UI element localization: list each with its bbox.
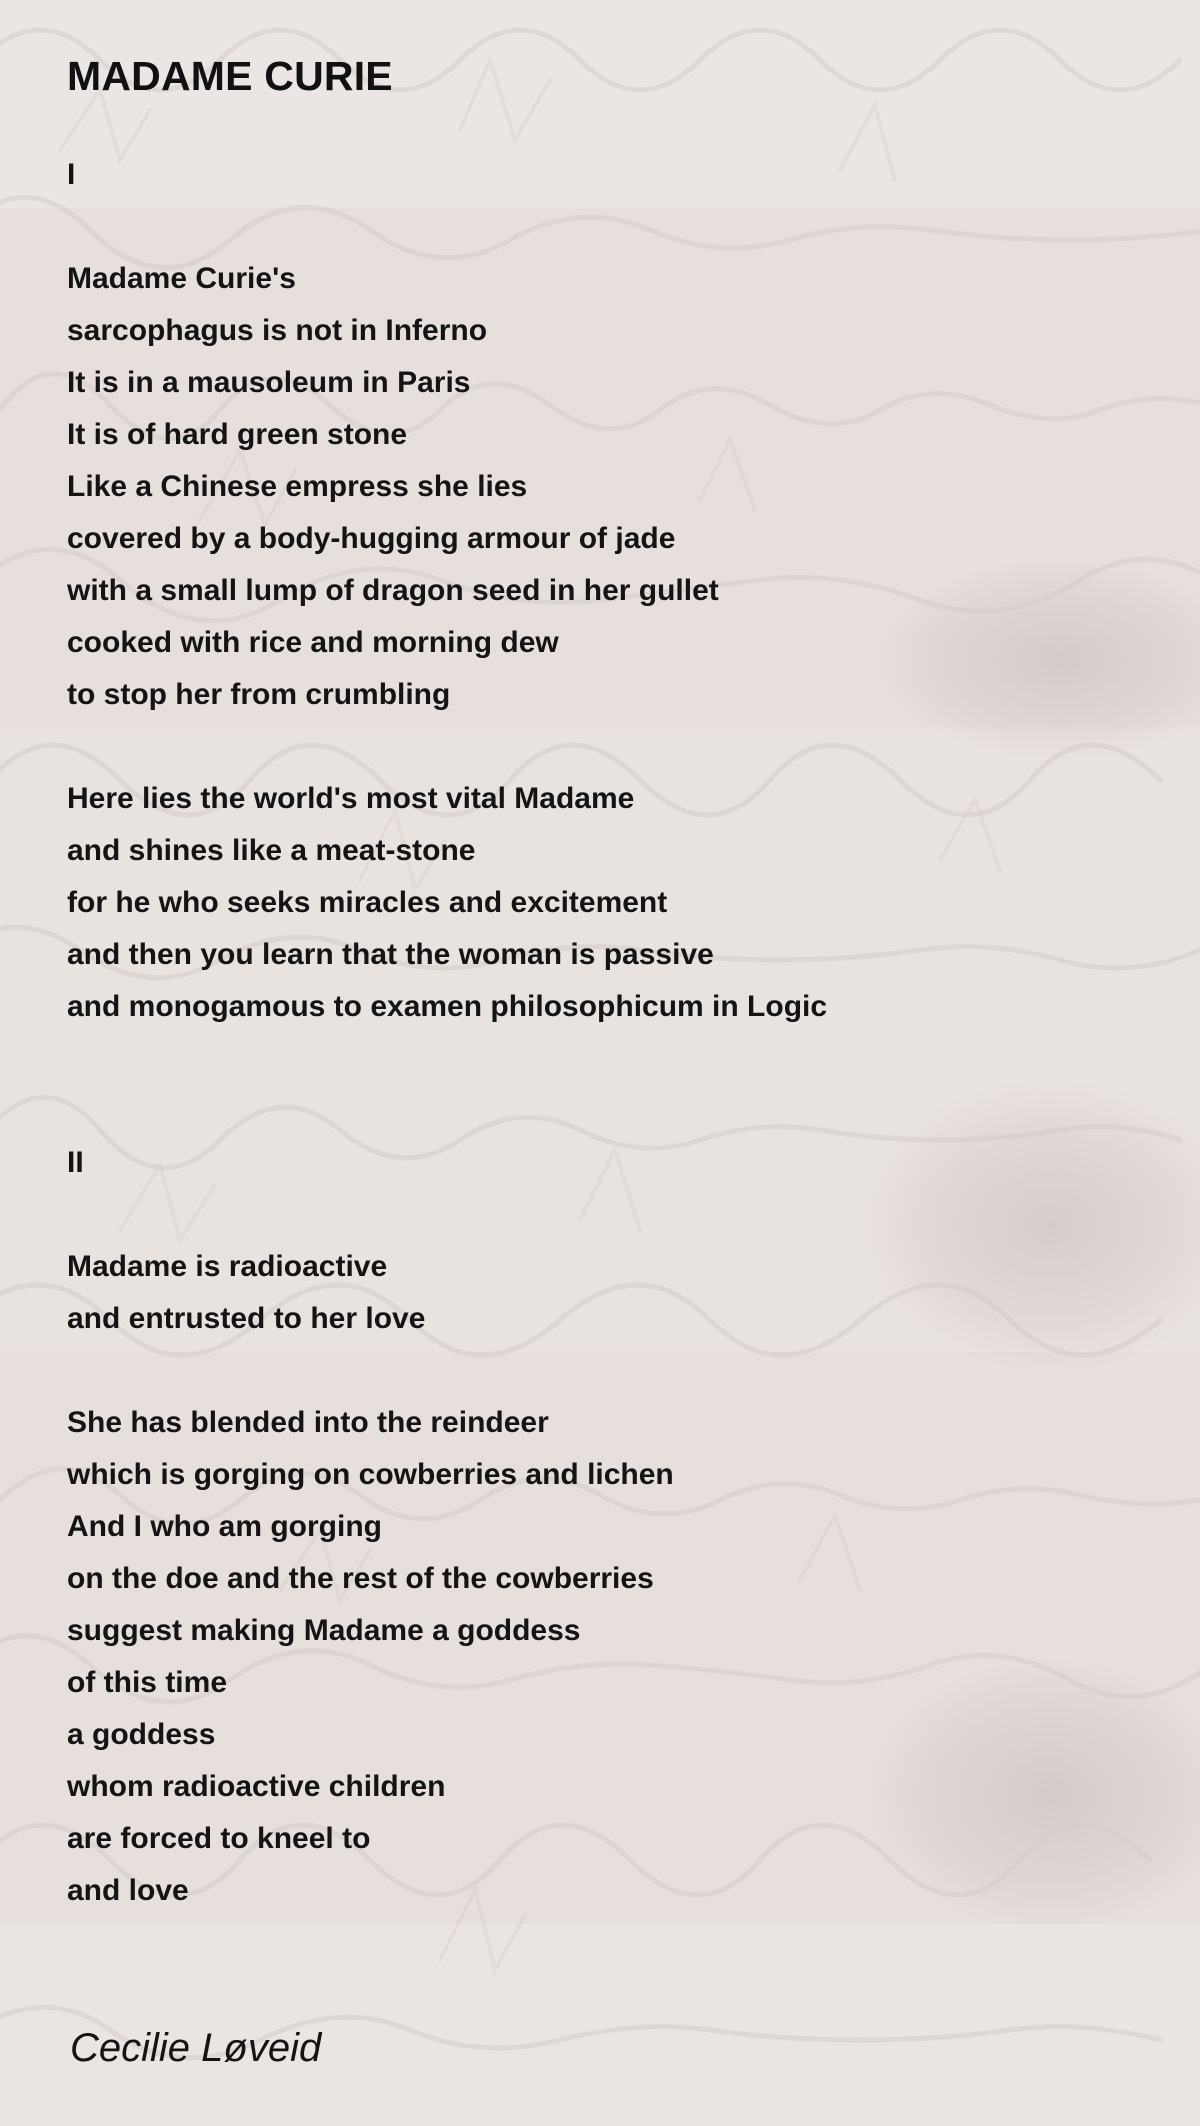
poem-line: She has blended into the reindeer <box>67 1406 549 1439</box>
poem-line: Here lies the world's most vital Madame <box>67 782 635 815</box>
poem-line: and entrusted to her love <box>67 1302 426 1335</box>
poem-line: It is of hard green stone <box>67 418 408 451</box>
poem-line: sarcophagus is not in Inferno <box>67 314 488 347</box>
poem-line: Madame is radioactive <box>67 1250 388 1283</box>
poem-line: Madame Curie's <box>67 262 296 295</box>
poem-line: and shines like a meat-stone <box>67 834 476 867</box>
poem-line: are forced to kneel to <box>67 1822 371 1855</box>
poem-line: And I who am gorging <box>67 1510 382 1543</box>
poem-line: with a small lump of dragon seed in her gullet <box>67 574 719 607</box>
poem-line: a goddess <box>67 1718 216 1751</box>
poem-line: of this time <box>67 1666 228 1699</box>
section-numeral: I <box>67 158 76 191</box>
poem-line: suggest making Madame a goddess <box>67 1614 581 1647</box>
poem-line: It is in a mausoleum in Paris <box>67 366 471 399</box>
poem-line: and then you learn that the woman is passive <box>67 938 714 971</box>
poem-line: to stop her from crumbling <box>67 678 451 711</box>
poem-line: on the doe and the rest of the cowberries <box>67 1562 654 1595</box>
poem-author: Cecilie Løveid <box>70 2026 322 2070</box>
poem-line: and monogamous to examen philosophicum in Logic <box>67 990 828 1023</box>
section-numeral: II <box>67 1146 84 1179</box>
poem-line: Like a Chinese empress she lies <box>67 470 528 503</box>
poem-body <box>67 0 1147 2000</box>
poem-line: whom radioactive children <box>67 1770 446 1803</box>
poem-line: which is gorging on cowberries and lichen <box>67 1458 674 1491</box>
poem-line: cooked with rice and morning dew <box>67 626 559 659</box>
poem-line: covered by a body-hugging armour of jade <box>67 522 676 555</box>
poem-title: MADAME CURIE <box>67 53 393 99</box>
poem-line: for he who seeks miracles and excitement <box>67 886 668 919</box>
poem-line: and love <box>67 1874 189 1907</box>
